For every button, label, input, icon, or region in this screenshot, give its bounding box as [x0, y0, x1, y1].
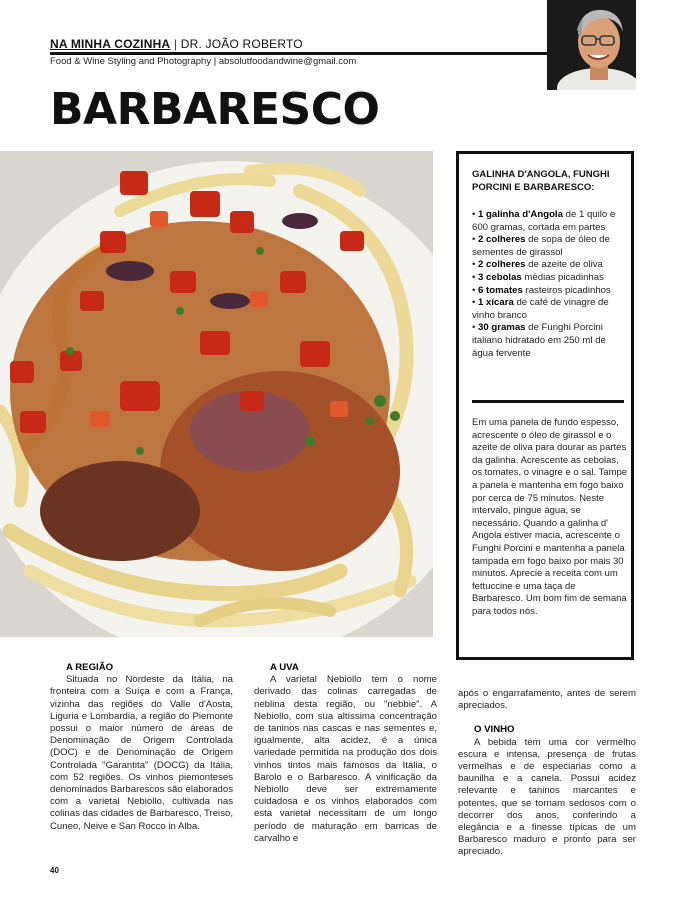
recipe-method: Em uma panela de fundo espesso, acrescente o óleo de girassol e o azeite de oliva para dourar as partes da galinha. Acrescente as cebolas, os tomates, o vinagre e o sal. Tampe a panela e mantenha em fogo baixo por cerca de 75 minutos. Neste intervalo, pingue água, se necessário. Quando a galinha d' Angola estiver macia, acrescente o Funghi Porcini e mantenha a panela tampada em fogo baixo por mais 30 minutos. Aprecie a receita com um fettuccine e uma taça de Barbaresco. Um bom fim de semana para todos nós. [472, 417, 628, 617]
ingredient-item: • 2 colheres de azeite de oliva [472, 259, 603, 271]
section-text-uva: A varietal Nebiollo tem o nome derivado das colinas carregadas de neblina desta região, ou "nebbie". A Nebiollo, com sua altíssima concentração de taninos nas cascas e nas sementes e, igualmente, alta acidez, é a única variedade permitida na produção dos dois vinhos tintos mais famosos da Itália, o Barolo e o Barbaresco. A vinificação da Nebiollo deve ser extremamente cuidadosa e os vinhos elaborados com esta varietal necessitam de um longo período de maturação em barricas de carvalho e [254, 674, 437, 844]
section-heading-uva: A UVA [270, 662, 299, 673]
ingredient-item: • 1 xícara de café de vinagre de vinho branco [472, 297, 609, 321]
ingredient-text: de sopa de óleo de sementes de girassol [472, 234, 610, 258]
header-separator: | [173, 37, 178, 51]
ingredient-item: • 30 gramas de Funghi Porcini italiano hidratado em 250 ml de água fervente [472, 322, 606, 359]
recipe-box [456, 151, 634, 660]
ingredient-item: • 3 cebolas médias picadinhas [472, 271, 604, 283]
article-column-regiao [50, 662, 233, 833]
section-heading-vinho: O VINHO [474, 724, 515, 736]
article-column-uva [254, 662, 437, 845]
ingredient-item: • 1 galinha d'Angola de 1 quilo e 600 gramas, cortada em partes [472, 209, 616, 233]
author-portrait-illustration [547, 0, 636, 90]
author-photo [547, 0, 636, 90]
ingredient-text: médias picadinhas [521, 271, 604, 283]
header-rule [50, 52, 547, 55]
page-number: 40 [50, 866, 59, 875]
ingredient-item: • 2 colheres de sopa de óleo de sementes de girassol [472, 234, 610, 258]
ingredient-qty: 1 galinha d'Angola [478, 209, 563, 220]
page-title: BARBARESCO [50, 84, 380, 135]
ingredient-text: de café de vinagre de vinho branco [472, 297, 609, 321]
article-column-vinho [458, 688, 636, 859]
ingredient-qty: 2 colheres [478, 234, 526, 246]
ingredient-qty: 6 tomates [478, 284, 523, 296]
ingredient-item: • 6 tomates rasteiros picadinhos [472, 284, 611, 296]
ingredient-qty: 1 xícara [478, 297, 514, 309]
ingredient-text: rasteiros picadinhos [522, 284, 611, 296]
ingredient-list [472, 209, 628, 360]
recipe-title: GALINHA D'ANGOLA, FUNGHI PORCINI E BARBARESCO: [472, 169, 610, 193]
ingredient-text: de 1 quilo e 600 gramas, cortada em partes [472, 209, 616, 233]
dish-illustration [0, 151, 433, 637]
section-name: NA MINHA COZINHA [50, 37, 171, 51]
ingredient-qty: 2 colheres [478, 259, 526, 271]
section-text-uva-continued: após o engarrafamento, antes de serem apreciados. [458, 688, 636, 712]
section-heading-regiao: A REGIÃO [66, 662, 114, 673]
ingredient-qty: 3 cebolas [478, 271, 522, 283]
header-subtitle: Food & Wine Styling and Photography | absolutfoodandwine@gmail.com [50, 56, 357, 67]
ingredient-text: de azeite de oliva [525, 259, 603, 271]
header-title [50, 37, 303, 51]
ingredient-qty: 30 gramas [478, 322, 526, 334]
author-name: DR. JOÃO ROBERTO [180, 37, 303, 51]
ingredient-text: de Funghi Porcini italiano hidratado em 250 ml de água fervente [472, 322, 606, 359]
recipe-divider [472, 400, 624, 403]
section-text-vinho: A bebida tem uma cor vermelho escura e intensa, presença de frutas vermelhas e de especiarias como a baunilha e a canela. Possui acidez relevante e taninos marcantes e potentes, que se tornam sedosos com o decorrer dos anos, conferindo a elegância e a finesse típicas de um Barbaresco maduro e pronto para ser apreciado. [458, 736, 636, 858]
section-text-regiao: Situada no Nordeste da Itália, na fronteira com a Suíça e com a França, vizinha das regiões do Valle d'Aosta, Liguria e Lombardia, a região do Piemonte possui o maior número de áreas de Denominação de Origem Controlada (DOC) e de Denominação de Origem Controlada "Garantita" (DOCG) da Itália, com 52 regiões. Os vinhos piemonteses denominados Barbarescos são elaborados com a varietal Nebiollo, cultivada nas colinas das cidades de Barbaresco, Treiso, Cuneo, Neive e San Rocco in Alba. [50, 674, 233, 832]
dish-photo [0, 151, 433, 637]
